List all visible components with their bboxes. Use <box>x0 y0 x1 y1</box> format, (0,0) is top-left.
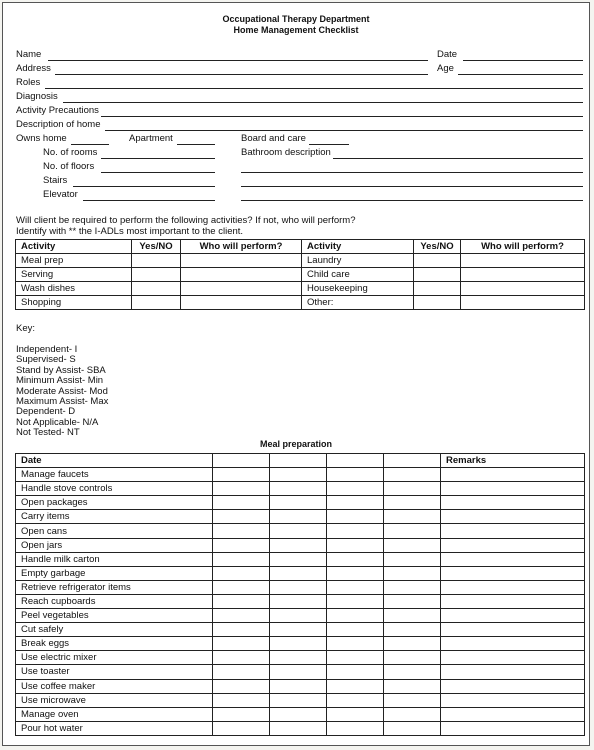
rating-cell[interactable] <box>327 524 384 538</box>
apartment-label: Apartment <box>129 133 173 144</box>
rating-cell[interactable] <box>270 538 327 552</box>
rating-cell[interactable] <box>384 693 441 707</box>
who-will-perform-cell[interactable] <box>181 254 302 268</box>
rating-cell[interactable] <box>270 707 327 721</box>
meal-prep-title: Meal preparation <box>259 439 333 449</box>
rating-cell[interactable] <box>327 609 384 623</box>
rating-cell[interactable] <box>327 693 384 707</box>
remarks-cell[interactable] <box>441 468 585 482</box>
remarks-cell[interactable] <box>441 679 585 693</box>
apartment-field[interactable] <box>177 144 215 145</box>
table-row <box>16 637 585 651</box>
rating-cell[interactable] <box>384 637 441 651</box>
rating-cell[interactable] <box>327 637 384 651</box>
rating-cell[interactable] <box>213 468 270 482</box>
task-cell: Carry items <box>16 510 213 524</box>
rating-cell[interactable] <box>270 510 327 524</box>
remarks-cell[interactable] <box>441 580 585 594</box>
activity-cell: Child care <box>302 268 414 282</box>
rating-cell[interactable] <box>213 637 270 651</box>
rating-cell[interactable] <box>384 623 441 637</box>
remarks-cell[interactable] <box>441 510 585 524</box>
who-will-perform-header: Who will perform? <box>181 240 302 254</box>
task-cell: Use toaster <box>16 665 213 679</box>
who-will-perform-cell[interactable] <box>181 268 302 282</box>
name-label: Name <box>16 49 42 60</box>
owns-home-field[interactable] <box>71 144 109 145</box>
table-row <box>16 496 585 510</box>
rating-cell[interactable] <box>384 721 441 735</box>
task-cell: Handle milk carton <box>16 552 213 566</box>
diagnosis-field[interactable] <box>63 102 583 103</box>
remarks-cell[interactable] <box>441 482 585 496</box>
rating-cell[interactable] <box>270 496 327 510</box>
rating-cell[interactable] <box>384 552 441 566</box>
remarks-cell[interactable] <box>441 566 585 580</box>
remarks-cell[interactable] <box>441 693 585 707</box>
rating-cell[interactable] <box>213 594 270 608</box>
key-item: Stand by Assist- SBA <box>16 364 106 376</box>
task-cell: Break eggs <box>16 637 213 651</box>
rating-cell[interactable] <box>213 524 270 538</box>
rating-cell[interactable] <box>327 707 384 721</box>
yes-no-cell[interactable] <box>414 296 461 310</box>
rating-cell[interactable] <box>213 707 270 721</box>
rating-cell[interactable] <box>213 679 270 693</box>
bathroom-description-line-3[interactable] <box>241 186 583 187</box>
who-will-perform-cell[interactable] <box>461 282 585 296</box>
rating-cell[interactable] <box>270 580 327 594</box>
date-col-2[interactable] <box>270 454 327 468</box>
table-row <box>16 623 585 637</box>
remarks-cell[interactable] <box>441 594 585 608</box>
rating-cell[interactable] <box>270 552 327 566</box>
table-row <box>16 482 585 496</box>
key-item: Independent- I <box>16 344 78 355</box>
key-item: Minimum Assist- Min <box>16 375 104 387</box>
rating-cell[interactable] <box>213 482 270 496</box>
no-of-rooms-label: No. of rooms <box>43 147 98 158</box>
meal-prep-header-row <box>16 454 585 468</box>
form-subtitle: Home Management Checklist <box>233 25 359 35</box>
activity-cell: Housekeeping <box>302 282 414 296</box>
roles-label: Roles <box>16 77 41 88</box>
no-of-floors-label: No. of floors <box>43 161 95 172</box>
form-title: Occupational Therapy Department <box>222 14 370 24</box>
key-title: Key: <box>16 323 36 334</box>
table-row <box>16 268 585 282</box>
rating-cell[interactable] <box>213 665 270 679</box>
remarks-cell[interactable] <box>441 552 585 566</box>
activity-header-right: Activity <box>302 240 414 254</box>
task-cell: Pour hot water <box>16 721 213 735</box>
rating-cell[interactable] <box>384 510 441 524</box>
key-item: Moderate Assist- Mod <box>16 385 108 397</box>
table-row <box>16 693 585 707</box>
rating-cell[interactable] <box>270 609 327 623</box>
description-of-home-field[interactable] <box>105 130 583 131</box>
table-row <box>16 468 585 482</box>
rating-cell[interactable] <box>384 580 441 594</box>
rating-cell[interactable] <box>270 566 327 580</box>
yes-no-cell[interactable] <box>132 296 181 310</box>
activity-cell: Shopping <box>16 296 132 310</box>
rating-cell[interactable] <box>213 580 270 594</box>
remarks-cell[interactable] <box>441 623 585 637</box>
table-row <box>16 679 585 693</box>
rating-cell[interactable] <box>384 524 441 538</box>
rating-cell[interactable] <box>213 566 270 580</box>
yes-no-cell[interactable] <box>414 254 461 268</box>
yes-no-cell[interactable] <box>132 282 181 296</box>
rating-cell[interactable] <box>270 594 327 608</box>
rating-cell[interactable] <box>213 721 270 735</box>
rating-cell[interactable] <box>213 623 270 637</box>
table-row <box>16 609 585 623</box>
table-row <box>16 580 585 594</box>
date-col-3[interactable] <box>327 454 384 468</box>
rating-cell[interactable] <box>327 468 384 482</box>
activity-cell: Wash dishes <box>16 282 132 296</box>
table-row <box>16 510 585 524</box>
who-will-perform-cell[interactable] <box>181 296 302 310</box>
rating-cell[interactable] <box>270 665 327 679</box>
date-header: Date <box>16 454 213 468</box>
rating-cell[interactable] <box>327 623 384 637</box>
rating-cell[interactable] <box>270 637 327 651</box>
table-row <box>16 594 585 608</box>
rating-cell[interactable] <box>327 566 384 580</box>
activity-precautions-label: Activity Precautions <box>16 105 99 116</box>
table-row <box>16 282 585 296</box>
activity-cell: Other: <box>302 296 414 310</box>
task-cell: Use electric mixer <box>16 651 213 665</box>
activity-cell: Serving <box>16 268 132 282</box>
key-item: Not Applicable- N/A <box>16 416 99 428</box>
rating-cell[interactable] <box>327 580 384 594</box>
table-row <box>16 296 585 310</box>
key-item: Supervised- S <box>16 354 76 366</box>
rating-cell[interactable] <box>270 721 327 735</box>
task-cell: Manage oven <box>16 707 213 721</box>
rating-cell[interactable] <box>327 651 384 665</box>
yes-no-cell[interactable] <box>132 268 181 282</box>
who-will-perform-cell[interactable] <box>461 268 585 282</box>
remarks-cell[interactable] <box>441 538 585 552</box>
task-cell: Open packages <box>16 496 213 510</box>
activity-precautions-field[interactable] <box>101 116 583 117</box>
table-row <box>16 254 585 268</box>
table-row <box>16 552 585 566</box>
rating-cell[interactable] <box>270 524 327 538</box>
age-field[interactable] <box>458 74 583 75</box>
table-row <box>16 524 585 538</box>
elevator-field[interactable] <box>83 200 215 201</box>
rating-cell[interactable] <box>384 679 441 693</box>
rating-cell[interactable] <box>384 594 441 608</box>
date-col-4[interactable] <box>384 454 441 468</box>
rating-cell[interactable] <box>270 468 327 482</box>
task-cell: Reach cupboards <box>16 594 213 608</box>
yes-no-cell[interactable] <box>414 282 461 296</box>
rating-cell[interactable] <box>270 679 327 693</box>
bathroom-description-line-4[interactable] <box>241 200 583 201</box>
rating-cell[interactable] <box>213 651 270 665</box>
address-label: Address <box>16 63 51 74</box>
rating-cell[interactable] <box>384 609 441 623</box>
no-of-floors-field[interactable] <box>101 172 215 173</box>
stairs-label: Stairs <box>43 175 68 186</box>
key-item: Not Tested- NT <box>16 427 80 439</box>
date-label: Date <box>437 49 458 60</box>
table-row <box>16 665 585 679</box>
rating-cell[interactable] <box>213 510 270 524</box>
yes-no-header: Yes/NO <box>132 240 181 254</box>
bathroom-description-label: Bathroom description <box>241 147 331 158</box>
remarks-cell[interactable] <box>441 609 585 623</box>
who-will-perform-cell[interactable] <box>461 296 585 310</box>
address-field[interactable] <box>55 74 428 75</box>
task-cell: Peel vegetables <box>16 609 213 623</box>
activity-cell: Laundry <box>302 254 414 268</box>
rating-cell[interactable] <box>384 496 441 510</box>
who-will-perform-header-right: Who will perform? <box>461 240 585 254</box>
remarks-cell[interactable] <box>441 637 585 651</box>
table-row <box>16 651 585 665</box>
key-item: Maximum Assist- Max <box>16 396 109 407</box>
rating-cell[interactable] <box>270 651 327 665</box>
activities-table <box>15 239 585 310</box>
rating-cell[interactable] <box>384 482 441 496</box>
rating-cell[interactable] <box>270 482 327 496</box>
rating-cell[interactable] <box>327 482 384 496</box>
rating-cell[interactable] <box>327 594 384 608</box>
yes-no-header-right: Yes/NO <box>414 240 461 254</box>
remarks-cell[interactable] <box>441 496 585 510</box>
table-row <box>16 721 585 735</box>
rating-cell[interactable] <box>384 538 441 552</box>
rating-cell[interactable] <box>270 623 327 637</box>
owns-home-label: Owns home <box>16 133 67 144</box>
date-field[interactable] <box>463 60 583 61</box>
task-cell: Open cans <box>16 524 213 538</box>
meal-prep-table <box>15 453 585 736</box>
board-and-care-field[interactable] <box>309 144 349 145</box>
rating-cell[interactable] <box>327 665 384 679</box>
name-field[interactable] <box>48 60 428 61</box>
task-cell: Use coffee maker <box>16 679 213 693</box>
rating-cell[interactable] <box>327 721 384 735</box>
activity-header: Activity <box>16 240 132 254</box>
rating-cell[interactable] <box>384 468 441 482</box>
table-row <box>16 566 585 580</box>
roles-field[interactable] <box>45 88 583 89</box>
rating-cell[interactable] <box>213 552 270 566</box>
key-item: Dependent- D <box>16 406 76 418</box>
remarks-cell[interactable] <box>441 707 585 721</box>
rating-cell[interactable] <box>327 679 384 693</box>
rating-cell[interactable] <box>270 693 327 707</box>
stairs-field[interactable] <box>73 186 215 187</box>
activities-header-row <box>16 240 585 254</box>
rating-cell[interactable] <box>213 496 270 510</box>
table-row <box>16 538 585 552</box>
remarks-header: Remarks <box>441 454 585 468</box>
instructions-line-2: Identify with ** the I-ADLs most important to the client. <box>16 226 244 237</box>
task-cell: Cut safely <box>16 623 213 637</box>
task-cell: Open jars <box>16 538 213 552</box>
board-and-care-label: Board and care <box>241 133 306 144</box>
who-will-perform-cell[interactable] <box>461 254 585 268</box>
who-will-perform-cell[interactable] <box>181 282 302 296</box>
task-cell: Use microwave <box>16 693 213 707</box>
remarks-cell[interactable] <box>441 524 585 538</box>
remarks-cell[interactable] <box>441 651 585 665</box>
task-cell: Manage faucets <box>16 468 213 482</box>
activity-cell: Meal prep <box>16 254 132 268</box>
rating-cell[interactable] <box>384 651 441 665</box>
elevator-label: Elevator <box>43 189 78 200</box>
rating-cell[interactable] <box>327 538 384 552</box>
rating-cell[interactable] <box>327 552 384 566</box>
task-cell: Empty garbage <box>16 566 213 580</box>
bathroom-description-field[interactable] <box>333 158 583 159</box>
rating-cell[interactable] <box>384 707 441 721</box>
task-cell: Handle stove controls <box>16 482 213 496</box>
remarks-cell[interactable] <box>441 665 585 679</box>
remarks-cell[interactable] <box>441 721 585 735</box>
description-of-home-label: Description of home <box>16 119 101 130</box>
task-cell: Retrieve refrigerator items <box>16 580 213 594</box>
instructions-line-1: Will client be required to perform the following activities? If not, who will perform? <box>16 215 356 226</box>
no-of-rooms-field[interactable] <box>101 158 215 159</box>
bathroom-description-line-2[interactable] <box>241 172 583 173</box>
rating-cell[interactable] <box>213 609 270 623</box>
rating-cell[interactable] <box>213 538 270 552</box>
rating-cell[interactable] <box>384 566 441 580</box>
yes-no-cell[interactable] <box>132 254 181 268</box>
table-row <box>16 707 585 721</box>
rating-cell[interactable] <box>327 496 384 510</box>
checklist-form <box>2 2 590 746</box>
diagnosis-label: Diagnosis <box>16 91 58 102</box>
date-col-1[interactable] <box>213 454 270 468</box>
rating-cell[interactable] <box>327 510 384 524</box>
yes-no-cell[interactable] <box>414 268 461 282</box>
rating-cell[interactable] <box>384 665 441 679</box>
rating-cell[interactable] <box>213 693 270 707</box>
age-label: Age <box>437 63 454 74</box>
